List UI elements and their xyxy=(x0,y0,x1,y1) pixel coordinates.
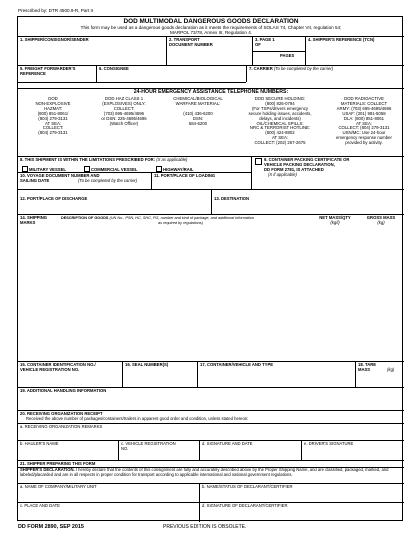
obsolete-notice: PREVIOUS EDITION IS OBSOLETE. xyxy=(163,524,247,530)
voyage-doc-label: 10. VOYAGE DOCUMENT NUMBER AND SAILING DATE xyxy=(20,173,100,183)
tare-mass-unit: (kg) xyxy=(387,367,395,372)
emergency-radioactive: DOD RADIOACTIVE MATERIALS: COLLECT ARMY: (703) 695-4695/4696 USAF: (301) 981-5058 DLA: (800) 851-8061 AT SEA: COLLECT: (804) 279-3131 USN/MC: Use 24-hour emergency response number provided by activity. xyxy=(336,96,392,146)
shipper-reference-label: 4. SHIPPER'S REFERENCE (TCN) xyxy=(308,37,375,42)
dd-form-2890 xyxy=(17,16,403,521)
net-mass-label: NET MASS/QTY xyxy=(319,215,351,220)
port-discharge-label: 12. PORT/PLACE OF DISCHARGE xyxy=(20,196,88,201)
description-note-2: as required by regulations) xyxy=(158,221,203,225)
gross-mass-label: GROSS MASS xyxy=(366,215,396,220)
carrier-note: (To be completed by the carrier) xyxy=(273,66,334,71)
signature-date-label: d. SIGNATURE AND DATE xyxy=(202,441,253,446)
emergency-heading: 24-HOUR EMERGENCY ASSISTANCE TELEPHONE NUMBERS: xyxy=(133,89,289,95)
emergency-explosives: DOD HAZ CLASS 1 (EXPLOSIVES) ONLY: COLLECT: (703) 695-4695/4696 or DSN: 225-4695/4696 (Watch Officer) xyxy=(101,96,147,126)
container-cert-checkbox[interactable] xyxy=(255,158,262,165)
form-number: DD FORM 2890, SEP 2015 xyxy=(18,524,84,530)
shipper-preparing-label: 21. SHIPPER PREPARING THIS FORM xyxy=(20,461,96,466)
highway-rail-label: HIGHWAY/RAIL xyxy=(163,167,194,172)
form-subtitle-1: This form may be used as a dangerous goods declaration as it meets the requirements of SOLAS 74, Chapter VII, regulation 54; xyxy=(80,25,342,30)
shipper-consignor-label: 1. SHIPPER/CONSIGNOR/SENDER xyxy=(20,37,89,42)
container-id-label: 15. CONTAINER IDENTIFICATION NO./ VEHICLE REGISTRATION NO. xyxy=(20,362,96,372)
receiving-org-label: 20. RECEIVING ORGANIZATION RECEIPT xyxy=(20,411,103,416)
hauler-name-label: b. HAULER'S NAME xyxy=(20,441,59,446)
receiving-org-text: Received the above number of packages/containers/trailers in apparent good order and condition, unless stated hereon: xyxy=(26,416,249,421)
limitations-label: 8. THIS SHIPMENT IS WITHIN THE LIMITATIONS PRESCRIBED FOR: xyxy=(20,157,156,162)
military-vessel-label: MILITARY VESSEL xyxy=(29,167,66,172)
declaration-text: I hereby declare that the contents of this consignment are fully and accurately described above by the Proper Shipping Name, and are classified, packaged, marked, and labeled/placarded and are in all respects in proper condition for transport according to applicable international and national government regulations. xyxy=(20,467,389,477)
place-date-label: c. PLACE AND DATE xyxy=(20,503,60,508)
tare-mass-label: 18. TARE MASS xyxy=(358,362,377,372)
goods-description-area[interactable] xyxy=(20,229,402,359)
form-title: DOD MULTIMODAL DANGEROUS GOODS DECLARATION xyxy=(123,18,299,25)
declaration-heading: SHIPPER'S DECLARATION. xyxy=(20,467,75,472)
prescribed-by: Prescribed by: DTR 4500.9-R, Part II xyxy=(18,8,94,13)
declarant-name-label: b. NAME/STATUS OF DECLARANT/CERTIFIER xyxy=(202,484,293,489)
shipping-marks-label: 14. SHIPPING MARKS xyxy=(20,215,47,225)
additional-handling-label: 19. ADDITIONAL HANDLING INFORMATION xyxy=(20,388,107,393)
emergency-chem-bio: CHEMICAL/BIOLOGICAL WARFARE MATERIAL: (410) 436-6200 DSN: 584-6200 xyxy=(173,96,223,126)
container-type-label: 17. CONTAINER/VEHICLE AND TYPE xyxy=(200,362,274,367)
freight-forwarder-label: 5. FREIGHT FORWARDER'S REFERENCE xyxy=(20,66,76,76)
pages-label: PAGES xyxy=(280,53,295,58)
limitations-note: (X as applicable) xyxy=(156,157,188,162)
destination-label: 13. DESTINATION xyxy=(214,196,250,201)
seal-number-label: 16. SEAL NUMBER(S) xyxy=(125,362,169,367)
emergency-non-explosive: DOD NON-EXPLOSIVE HAZMAT: (800) 851-8061/ (804) 279-3131 AT SEA: COLLECT: (804) 279-3131 xyxy=(35,96,71,136)
voyage-doc-note: (To be completed by the carrier) xyxy=(78,178,138,183)
driver-signature-label: e. DRIVER'S SIGNATURE xyxy=(304,441,354,446)
vehicle-registration-label: c. VEHICLE REGISTRATION NO. xyxy=(121,441,176,451)
form-subtitle-2: MARPOL 73/78, Annex III, Regulation 4. xyxy=(169,30,253,35)
page-label: 3. PAGE 1 OF xyxy=(255,37,275,47)
company-name-label: a. NAME OF COMPANY/MILITARY UNIT xyxy=(20,484,97,489)
description-label: DESCRIPTION OF GOODS xyxy=(61,216,109,220)
receiving-remarks-label: a. RECEIVING ORGANIZATION REMARKS xyxy=(20,424,103,429)
consignee-label: 6. CONSIGNEE xyxy=(99,66,129,71)
shipper-declaration xyxy=(20,468,400,478)
net-mass-unit: (kg/l) xyxy=(330,220,340,225)
container-cert-note: (X if applicable) xyxy=(268,172,297,177)
commercial-vessel-label: COMMERCIAL VESSEL xyxy=(91,167,138,172)
transport-doc-label: 2. TRANSPORT DOCUMENT NUMBER xyxy=(169,37,213,47)
emergency-secure-holding: DOD SECURE HOLDING: (800) 826-0794 (For TSPs/drivers emergency secure holding issues, accidents, delays, and incidents) OIL/CHEMICAL SPILLS: NRC & TERRORIST HOTLINE: (800) 424-8802 AT SEA: COLLECT: (202) 267-2675 xyxy=(248,96,312,146)
port-loading-label: 11. PORT/PLACE OF LOADING xyxy=(154,173,216,178)
declarant-signature-label: d. SIGNATURE OF DECLARANT/CERTIFIER xyxy=(202,503,288,508)
container-cert-label: 9. CONTAINER PACKING CERTIFICATE OR VEHICLE PACKING DECLARATION, DD FORM 2781, IS ATTACHED xyxy=(264,157,350,172)
gross-mass-unit: (kg) xyxy=(377,220,385,225)
description-note: (UN No., PSN, HC, SHC, PG, number and kind of package, and additional information xyxy=(109,216,255,220)
carrier-label: 7. CARRIER xyxy=(249,66,273,71)
